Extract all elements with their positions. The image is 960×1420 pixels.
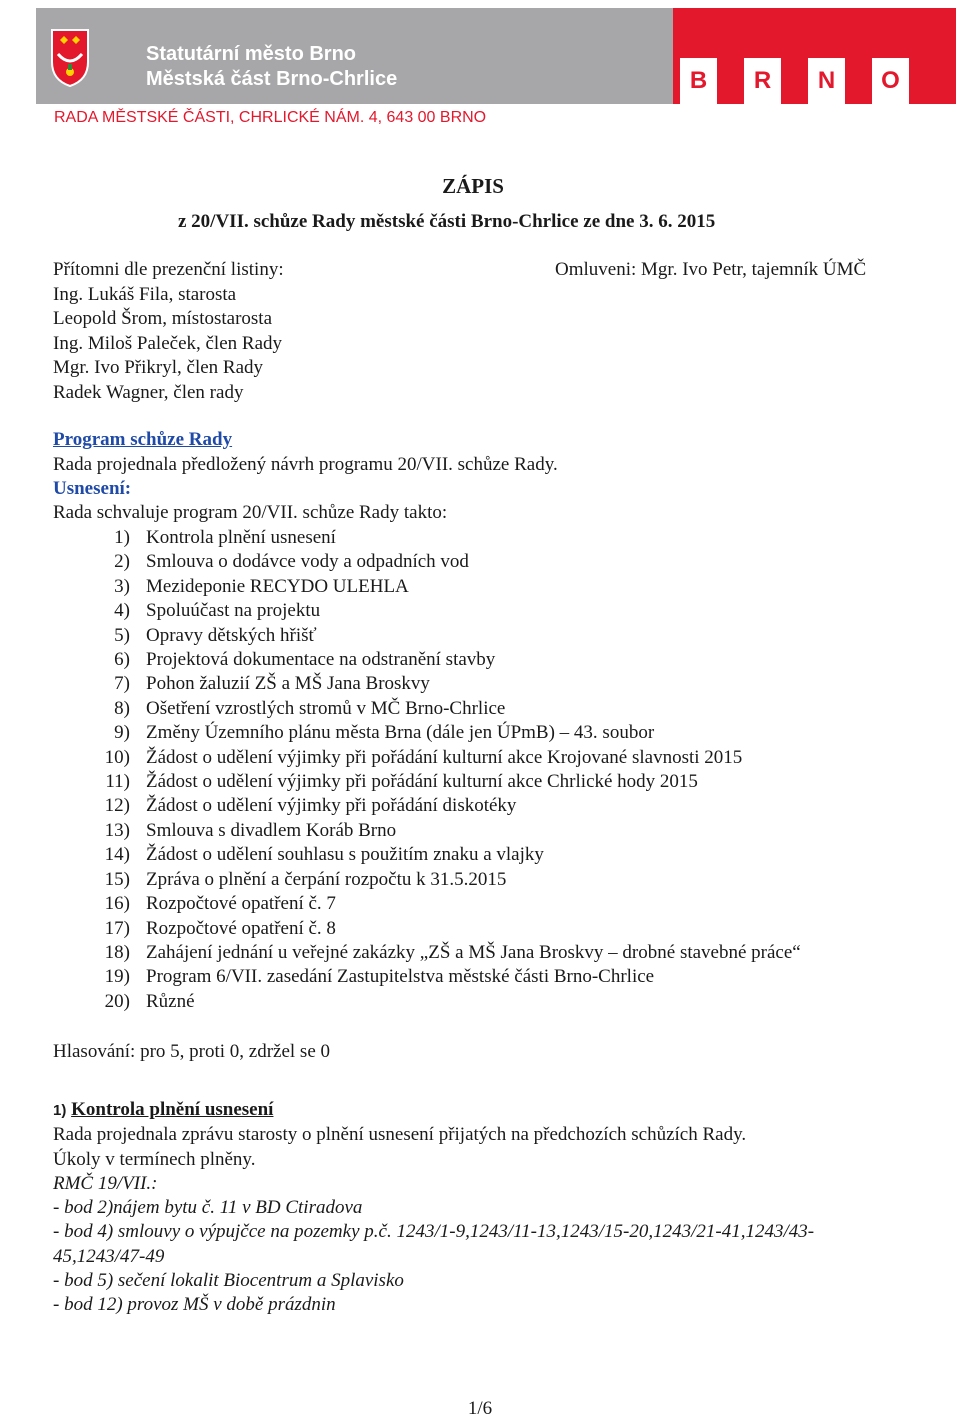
agenda-item [53,770,801,794]
agenda-item-text: Spoluúčast na projektu [146,600,321,622]
item1-text1: Rada projednala zprávu starosty o plnění usnesení přijatých na předchozích schůzích Rady. [53,1124,747,1146]
agenda-item-number: 15) [104,868,130,890]
agenda-item [53,965,801,989]
item1-reference: RMČ 19/VII.: [53,1172,158,1194]
agenda-item-text: Opravy dětských hřišť [146,624,317,646]
item1-point: - bod 4) smlouvy o výpujčce na pozemky p.č. 1243/1-9,1243/11-13,1243/15-20,1243/21-41,1243/43- [53,1221,815,1243]
agenda-item [53,550,801,574]
brno-logo-letter-n: N [808,58,845,104]
brno-logo [680,58,909,104]
agenda-item [53,721,801,745]
agenda-item [53,697,801,721]
agenda-item-text: Zahájení jednání u veřejné zakázky „ZŠ a MŠ Jana Broskvy – drobné stavebné práce“ [146,941,801,963]
agenda-item-text: Žádost o udělení výjimky při pořádání kulturní akce Chrlické hody 2015 [146,771,698,793]
agenda-item-number: 7) [114,673,130,695]
agenda-item-number: 18) [104,941,130,963]
program-intro: Rada projednala předložený návrh programu 20/VII. schůze Rady. [53,454,558,475]
agenda-item [53,941,801,965]
agenda-item-text: Změny Územního plánu města Brna (dále jen ÚPmB) – 43. soubor [146,722,655,744]
agenda-item-number: 9) [114,722,130,744]
agenda-item-number: 2) [114,551,130,573]
agenda-list [53,526,801,1014]
agenda-item [53,990,801,1014]
council-address: RADA MĚSTSKÉ ČÁSTI, CHRLICKÉ NÁM. 4, 643 00 BRNO [54,109,487,126]
agenda-item [53,794,801,818]
item1-point: - bod 2)nájem bytu č. 11 v BD Ctiradova [53,1197,363,1219]
agenda-item [53,819,801,843]
agenda-item-text: Kontrola plnění usnesení [146,527,336,548]
agenda-item [53,624,801,648]
agenda-item-text: Smlouva s divadlem Koráb Brno [146,819,397,841]
item1-text2: Úkoly v termínech plněny. [53,1148,256,1170]
agenda-item-text: Žádost o udělení souhlasu s použitím znaku a vlajky [146,844,544,866]
agenda-item-number: 16) [104,893,130,915]
agenda-item-number: 20) [104,990,130,1012]
resolution-text: Rada schvaluje program 20/VII. schůze Rady takto: [53,502,448,523]
agenda-item-number: 5) [114,624,130,646]
agenda-item-text: Projektová dokumentace na odstranění stavby [146,649,496,671]
header-org-line2: Městská část Brno-Chrlice [146,68,398,90]
agenda-item-number: 17) [104,917,130,939]
item1-number: 1) [53,1102,67,1119]
agenda-item-text: Žádost o udělení výjimky při pořádání diskotéky [146,795,517,817]
coat-of-arms-icon [50,28,90,88]
agenda-item-number: 4) [114,600,130,622]
present-member: Leopold Šrom, místostarosta [53,308,273,329]
brno-logo-letter-r: R [744,58,781,104]
agenda-item [53,599,801,623]
header-organization [146,42,397,92]
agenda-item [53,746,801,770]
present-label: Přítomni dle prezenční listiny: [53,259,284,280]
header-org-line1: Statutární město Brno [146,43,357,65]
item1-heading-row [53,1098,814,1123]
program-heading: Program schůze Rady [53,429,233,450]
agenda-item-number: 3) [114,575,130,597]
agenda-item-number: 10) [104,746,130,768]
page-number: 1/6 [467,1398,493,1419]
agenda-item-text: Smlouva o dodávce vody a odpadních vod [146,551,469,573]
agenda-item [53,843,801,867]
agenda-item-number: 12) [104,795,130,817]
document-subtitle: z 20/VII. schůze Rady městské části Brno-Chrlice ze dne 3. 6. 2015 [178,211,716,232]
agenda-item-text: Mezideponie RECYDO ULEHLA [146,575,409,597]
agenda-item-text: Ošetření vzrostlých stromů v MČ Brno-Chrlice [146,697,506,719]
item1-point: 45,1243/47-49 [53,1245,165,1267]
item1-point: - bod 5) sečení lokalit Biocentrum a Splavisko [53,1270,404,1292]
item1-section [53,1098,814,1318]
agenda-item [53,648,801,672]
agenda-item-number: 1) [114,527,130,548]
agenda-item-text: Rozpočtové opatření č. 7 [146,893,336,915]
present-member: Ing. Lukáš Fila, starosta [53,283,237,305]
present-member: Mgr. Ivo Přikryl, člen Rady [53,357,264,378]
agenda-item [53,917,801,941]
resolution-label: Usnesení: [53,478,132,499]
document-title [0,174,960,198]
agenda-item [53,575,801,599]
brno-logo-letter-o: O [872,58,909,104]
agenda-item-number: 19) [104,966,130,988]
present-member: Ing. Miloš Paleček, člen Rady [53,332,283,354]
agenda-item-number: 11) [105,771,130,793]
agenda-item-text: Různé [146,990,195,1012]
brno-logo-letter-b: B [680,58,717,104]
agenda-item-number: 6) [114,649,130,671]
attendance-present [53,258,284,405]
item1-heading: Kontrola plnění usnesení [71,1099,274,1120]
agenda-item [53,672,801,696]
agenda-item-number: 14) [104,844,130,866]
agenda-item [53,868,801,892]
agenda-item [53,526,801,550]
agenda-item-number: 8) [114,697,130,719]
agenda-item-text: Rozpočtové opatření č. 8 [146,917,336,939]
agenda-item-number: 13) [104,819,130,841]
agenda-item-text: Program 6/VII. zasedání Zastupitelstva městské části Brno-Chrlice [146,966,655,988]
attendance-excused: Omluveni: Mgr. Ivo Petr, tajemník ÚMČ [555,259,867,280]
agenda-item-text: Pohon žaluzií ZŠ a MŠ Jana Broskvy [146,673,430,695]
item1-point: - bod 12) provoz MŠ v době prázdnin [53,1294,336,1316]
agenda-item-text: Žádost o udělení výjimky při pořádání kulturní akce Krojované slavnosti 2015 [146,746,743,768]
vote-result: Hlasování: pro 5, proti 0, zdržel se 0 [53,1041,331,1062]
agenda-item-text: Zpráva o plnění a čerpání rozpočtu k 31.5.2015 [146,868,507,890]
document-title-text: ZÁPIS [442,174,504,198]
agenda-item [53,892,801,916]
present-member: Radek Wagner, člen rady [53,381,244,403]
